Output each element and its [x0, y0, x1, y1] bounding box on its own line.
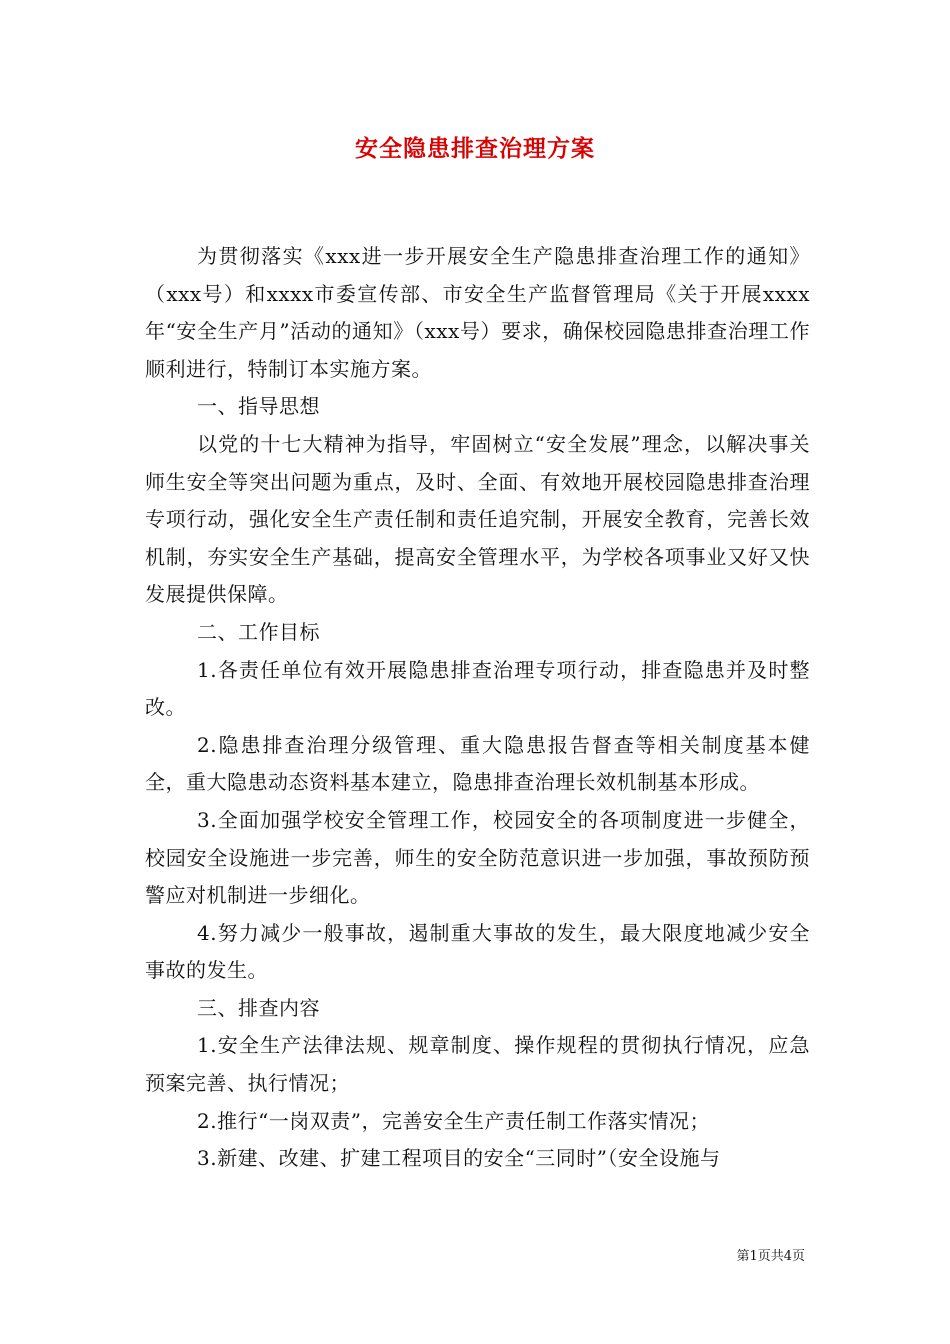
document-body [145, 238, 810, 1178]
work-goal-item: 4.努力减少一般事故，遏制重大事故的发生，最大限度地减少安全事故的发生。 [145, 920, 810, 983]
work-goal-item: 1.各责任单位有效开展隐患排查治理专项行动，排查隐患并及时整改。 [145, 657, 810, 720]
section-heading-work-goals: 二、工作目标 [197, 619, 320, 644]
inspection-item: 1.安全生产法律法规、规章制度、操作规程的贯彻执行情况，应急预案完善、执行情况； [145, 1033, 810, 1096]
work-goal-item: 2.隐患排查治理分级管理、重大隐患报告督查等相关制度基本健全，重大隐患动态资料基本建立，隐患排查治理长效机制基本形成。 [145, 732, 810, 795]
intro-paragraph: 为贯彻落实《xxx进一步开展安全生产隐患排查治理工作的通知》（xxx号）和xxxx市委宣传部、市安全生产监督管理局《关于开展xxxx年“安全生产月”活动的通知》（xxx号）要求，确保校园隐患排查治理工作顺利进行，特制订本实施方案。 [145, 244, 810, 381]
guiding-ideology-paragraph: 以党的十七大精神为指导，牢固树立“安全发展”理念，以解决事关师生安全等突出问题为重点，及时、全面、有效地开展校园隐患排查治理专项行动，强化安全生产责任制和责任追究制，开展安全教育，完善长效机制，夯实安全生产基础，提高安全管理水平，为学校各项事业又好又快发展提供保障。 [145, 431, 810, 607]
page-number-footer: 第1页共4页 [736, 1249, 805, 1264]
work-goal-item: 3.全面加强学校安全管理工作，校园安全的各项制度进一步健全，校园安全设施进一步完善，师生的安全防范意识进一步加强，事故预防预警应对机制进一步细化。 [145, 807, 810, 908]
section-heading-inspection-content: 三、排查内容 [197, 995, 320, 1020]
inspection-item: 3.新建、改建、扩建工程项目的安全“三同时”（安全设施与 [197, 1146, 721, 1171]
document-title: 安全隐患排查治理方案 [355, 135, 595, 162]
section-heading-guiding-ideology: 一、指导思想 [197, 394, 320, 419]
inspection-item: 2.推行“一岗双责”，完善安全生产责任制工作落实情况； [197, 1108, 711, 1133]
